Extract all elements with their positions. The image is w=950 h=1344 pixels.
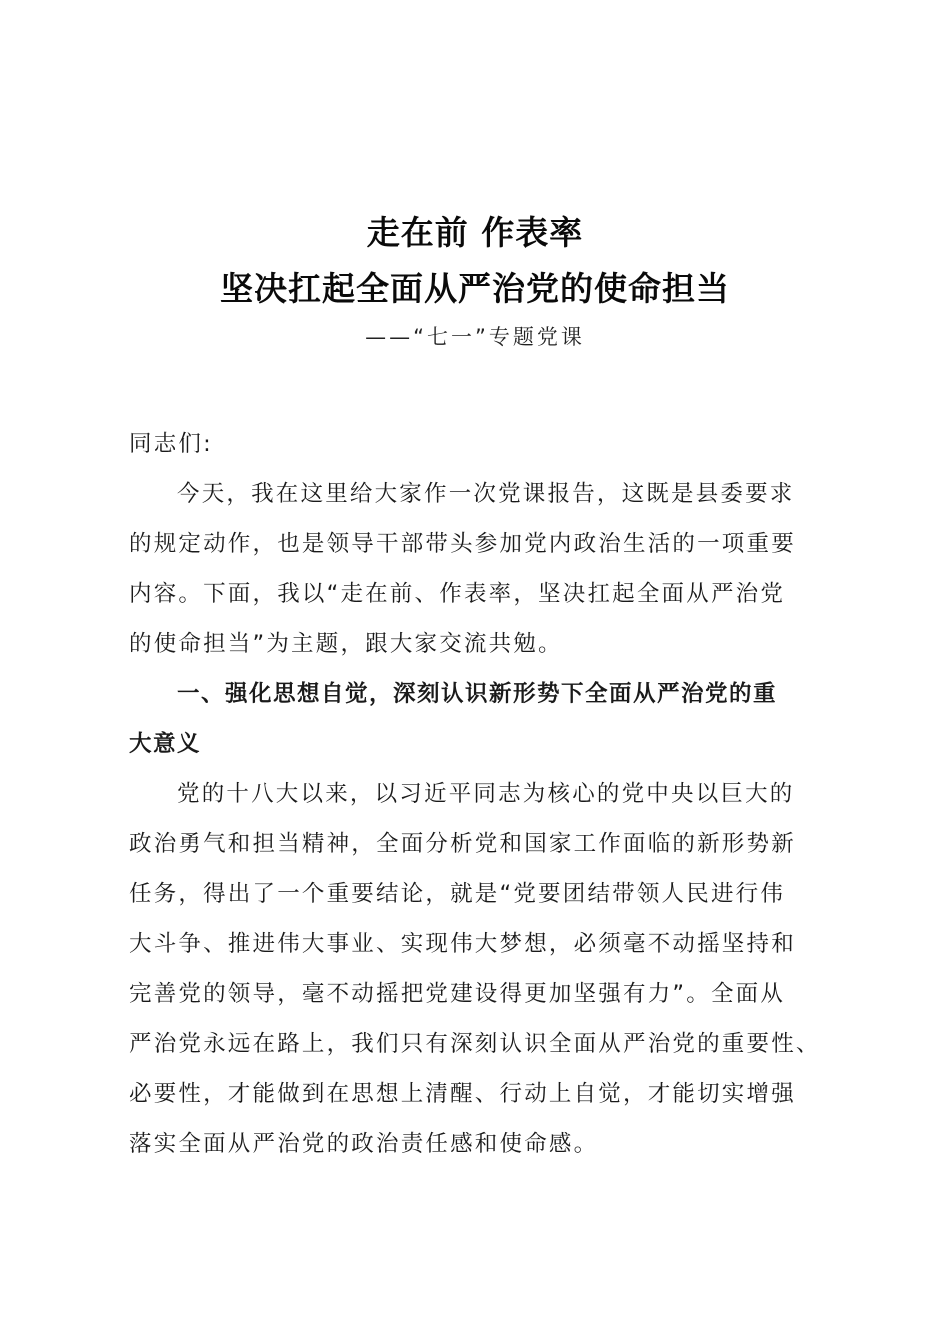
main-title-line-1: 走在前 作表率 [366,213,584,252]
section-1-line: 任务，得出了一个重要结论，就是“党要团结带领人民进行伟 [129,881,786,907]
section-1-line: 党的十八大以来，以习近平同志为核心的党中央以巨大的 [177,781,795,807]
section-1-line: 必要性，才能做到在思想上清醒、行动上自觉，才能切实增强 [129,1081,796,1107]
body-text [129,419,829,1169]
main-title-line-2: 坚决扛起全面从严治党的使命担当 [220,269,730,308]
section-1-heading: 一、强化思想自觉，深刻认识新形势下全面从严治党的重 [177,681,778,707]
section-1-line: 完善党的领导，毫不动摇把党建设得更加坚强有力”。全面从 [129,981,786,1007]
intro-line: 内容。下面，我以“走在前、作表率，坚决扛起全面从严治党 [129,581,786,607]
greeting: 同志们: [129,431,213,457]
section-1-line: 落实全面从严治党的政治责任感和使命感。 [129,1131,599,1157]
section-1-line: 政治勇气和担当精神，全面分析党和国家工作面临的新形势新 [129,831,796,857]
section-1-heading: 大意义 [129,731,202,757]
intro-line: 的规定动作，也是领导干部带头参加党内政治生活的一项重要 [129,531,796,557]
subtitle: ——“七一”专题党课 [365,325,585,349]
title-block [0,205,950,357]
section-1-line: 大斗争、推进伟大事业、实现伟大梦想，必须毫不动摇坚持和 [129,931,796,957]
intro-line: 今天，我在这里给大家作一次党课报告，这既是县委要求 [177,481,795,507]
section-1-line: 严治党永远在路上，我们只有深刻认识全面从严治党的重要性、 [129,1031,821,1057]
intro-line: 的使命担当”为主题，跟大家交流共勉。 [129,631,563,657]
